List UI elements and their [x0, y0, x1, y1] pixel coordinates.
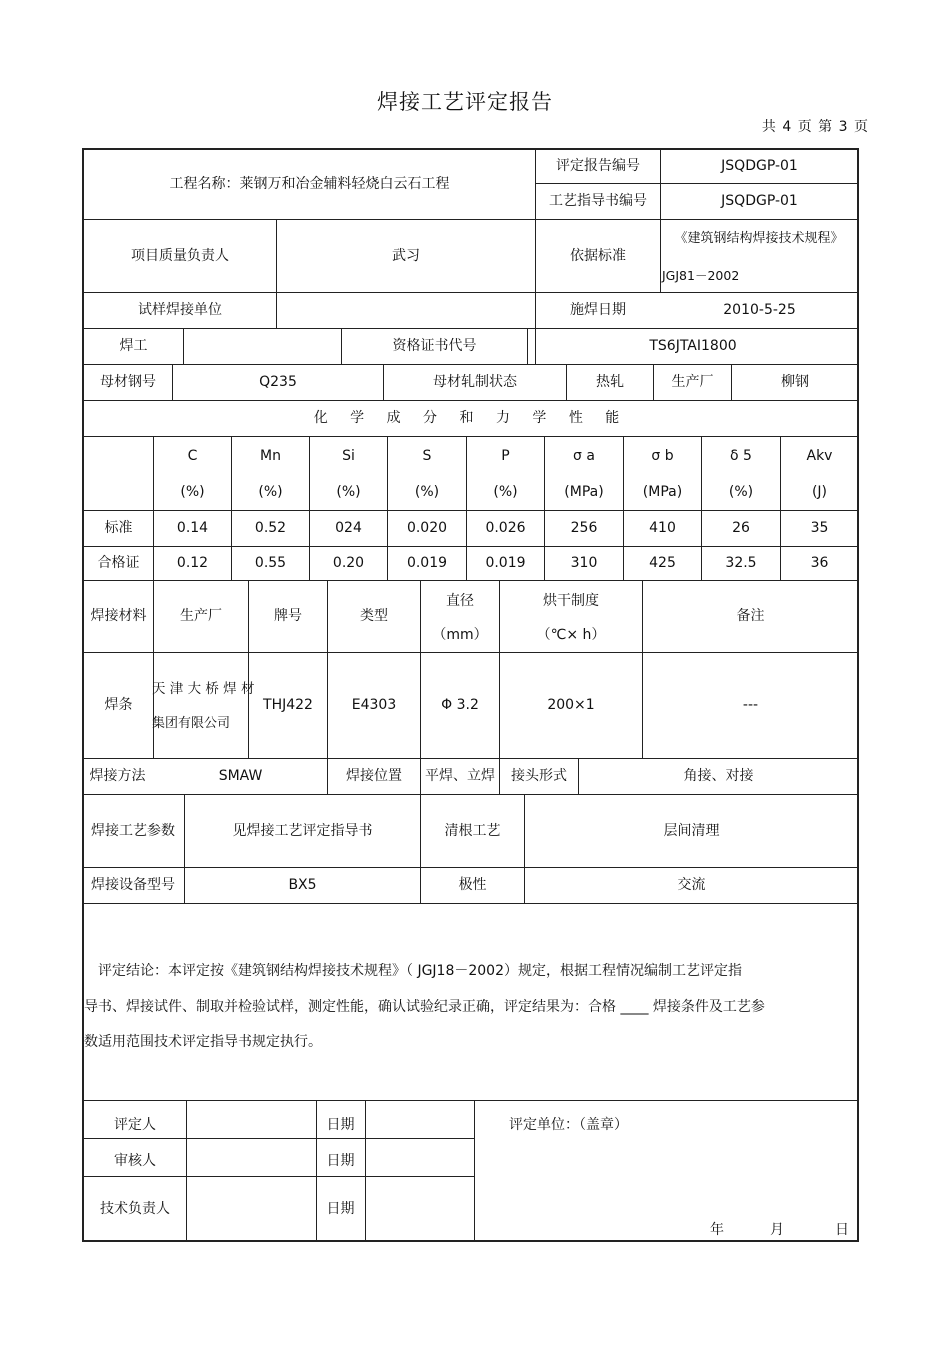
- report-no: JSQDGP-01: [721, 158, 798, 175]
- chem-cell: 0.019: [485, 555, 526, 572]
- conclusion-line2: 导书、焊接试件、制取并检验试样，测定性能，确认试验纪录正确，评定结果为：合格 ____ 焊接条件及工艺参: [84, 999, 765, 1015]
- rolling-label: 母材轧制状态: [433, 374, 517, 391]
- project-name-cell: [84, 150, 535, 219]
- chem-cell: 26: [732, 520, 750, 537]
- reviewer-date-label: 日期: [326, 1152, 355, 1169]
- position-value: 平焊、立焊: [425, 768, 495, 785]
- param-label: 焊接工艺参数: [91, 822, 175, 839]
- chem-cell: 256: [570, 520, 598, 537]
- chem-cell: 35: [810, 520, 829, 537]
- chem-cell: 310: [570, 555, 598, 572]
- chem-cell: 410: [649, 520, 676, 537]
- basis-label: 依据标准: [570, 247, 626, 264]
- chem-col-name: S: [422, 447, 432, 464]
- chem-cell: 32.5: [725, 555, 757, 572]
- chem-col-name: P: [501, 447, 510, 464]
- chem-cell: 0.019: [406, 555, 448, 572]
- chem-col-name: δ 5: [730, 447, 752, 464]
- chem-col-name: Akv: [806, 447, 833, 464]
- conclusion-line1: 评定结论：本评定按《建筑钢结构焊接技术规程》（ JGJ18－2002）规定，根据工程情况编制工艺评定指: [98, 963, 742, 979]
- equip-value: BX5: [288, 877, 317, 894]
- chem-col-name: Mn: [260, 447, 281, 464]
- chem-col-unit: (%): [336, 483, 361, 500]
- report-title: 焊接工艺评定报告: [377, 90, 553, 114]
- method-label: 焊接方法: [89, 768, 146, 785]
- unit-value: [277, 293, 535, 328]
- chem-cell: 36: [810, 555, 829, 572]
- electrode-maker-line1: 天 津 大 桥 焊 材: [152, 680, 255, 697]
- method-value: SMAW: [218, 768, 263, 785]
- chem-col-unit: (%): [180, 483, 205, 500]
- chem-col-unit: (%): [414, 483, 440, 500]
- org-stamp-label: 评定单位：（盖章）: [509, 1116, 628, 1133]
- chem-cell: 0.52: [254, 520, 287, 537]
- chem-cell: 0.20: [332, 555, 365, 572]
- guide-no: JSQDGP-01: [721, 193, 798, 210]
- material-label: 焊接材料: [90, 608, 147, 625]
- electrode-remark: ---: [742, 697, 759, 714]
- equip-label: 焊接设备型号: [91, 877, 175, 894]
- steel-value: Q235: [259, 374, 297, 391]
- welder-label: 焊工: [119, 338, 148, 355]
- year-label: 年: [710, 1221, 724, 1238]
- quality-person: 武习: [392, 247, 420, 264]
- material-col-brand: 牌号: [274, 608, 302, 625]
- chem-col-unit: (MPa): [642, 483, 683, 500]
- cert-label: 资格证书代号: [392, 338, 477, 355]
- material-col-dia-unit: （mm）: [432, 626, 488, 643]
- chem-cell: 0.020: [406, 520, 448, 537]
- rolling-value: 热轧: [596, 374, 624, 391]
- chem-col-name: C: [187, 447, 198, 464]
- chem-col-name: σ b: [651, 447, 674, 464]
- basis-line1: 《建筑钢结构焊接技术规程》: [674, 231, 844, 247]
- chem-col-unit: (%): [728, 483, 754, 500]
- maker-value: 柳钢: [781, 374, 809, 391]
- chem-cell: 425: [649, 555, 676, 572]
- joint-value: 角接、对接: [683, 768, 754, 785]
- position-label: 焊接位置: [346, 768, 402, 785]
- tech-label: 技术负责人: [100, 1201, 170, 1218]
- chem-cell: 0.55: [254, 555, 287, 572]
- chem-col-name: Si: [342, 447, 355, 464]
- chem-cell: 0.14: [176, 520, 209, 537]
- material-col-dry-unit: （℃× h）: [536, 626, 606, 643]
- evaluator-label: 评定人: [114, 1116, 156, 1133]
- chem-cell: 0.026: [485, 520, 526, 537]
- chem-col-unit: (J): [811, 483, 828, 500]
- chem-col-unit: (%): [258, 483, 283, 500]
- chem-section-title: 化 学 成 分 和 力 学 性 能: [313, 410, 629, 427]
- cert-value: TS6JTAI1800: [649, 338, 737, 355]
- date-value: 2010-5-25: [723, 302, 796, 319]
- project-label: 工程名称：: [169, 176, 240, 193]
- electrode-brand: THJ422: [263, 697, 313, 714]
- month-label: 月: [770, 1221, 784, 1238]
- chem-cell: 024: [335, 520, 362, 537]
- day-label: 日: [835, 1221, 849, 1238]
- chem-row-label: 合格证: [97, 555, 140, 572]
- guide-no-label: 工艺指导书编号: [549, 193, 647, 210]
- chem-cell: 0.12: [176, 555, 209, 572]
- conclusion-line3: 数适用范围技术评定指导书规定执行。: [84, 1034, 322, 1050]
- clean-label: 清根工艺: [444, 822, 501, 839]
- chem-col-unit: (MPa): [564, 483, 604, 500]
- param-value: 见焊接工艺评定指导书: [232, 822, 373, 839]
- page-info: 共 4 页 第 3 页: [761, 119, 868, 135]
- date-label: 施焊日期: [570, 302, 626, 319]
- material-col-dry: 烘干制度: [543, 592, 599, 609]
- project-name: 莱钢万和冶金辅料轻烧白云石工程: [239, 176, 450, 193]
- basis-line2: JGJ81－2002: [662, 267, 740, 283]
- material-col-dia: 直径: [446, 592, 474, 609]
- quality-label: 项目质量负责人: [131, 247, 229, 264]
- chem-col-name: σ a: [573, 447, 595, 464]
- electrode-maker-line2: 集团有限公司: [152, 716, 231, 732]
- clean-value: 层间清理: [663, 822, 720, 839]
- electrode-type: E4303: [351, 697, 397, 714]
- tech-date-label: 日期: [326, 1201, 355, 1218]
- material-col-maker: 生产厂: [180, 608, 222, 625]
- welder-value: [184, 329, 341, 364]
- material-col-type: 类型: [360, 608, 388, 625]
- electrode-label: 焊条: [104, 697, 133, 714]
- evaluator-date-label: 日期: [326, 1116, 355, 1133]
- unit-label: 试样焊接单位: [138, 302, 222, 319]
- material-col-remark: 备注: [736, 608, 765, 625]
- report-no-label: 评定报告编号: [556, 158, 640, 175]
- chem-col-unit: (%): [493, 483, 518, 500]
- reviewer-label: 审核人: [114, 1152, 156, 1169]
- chem-row-label: 标准: [104, 520, 133, 537]
- polarity-label: 极性: [458, 877, 487, 894]
- joint-label: 接头形式: [511, 768, 567, 785]
- steel-label: 母材钢号: [100, 374, 156, 391]
- electrode-dry: 200×1: [547, 697, 595, 714]
- electrode-dia: Φ 3.2: [441, 697, 479, 714]
- polarity-value: 交流: [677, 877, 706, 894]
- maker-label: 生产厂: [671, 374, 714, 391]
